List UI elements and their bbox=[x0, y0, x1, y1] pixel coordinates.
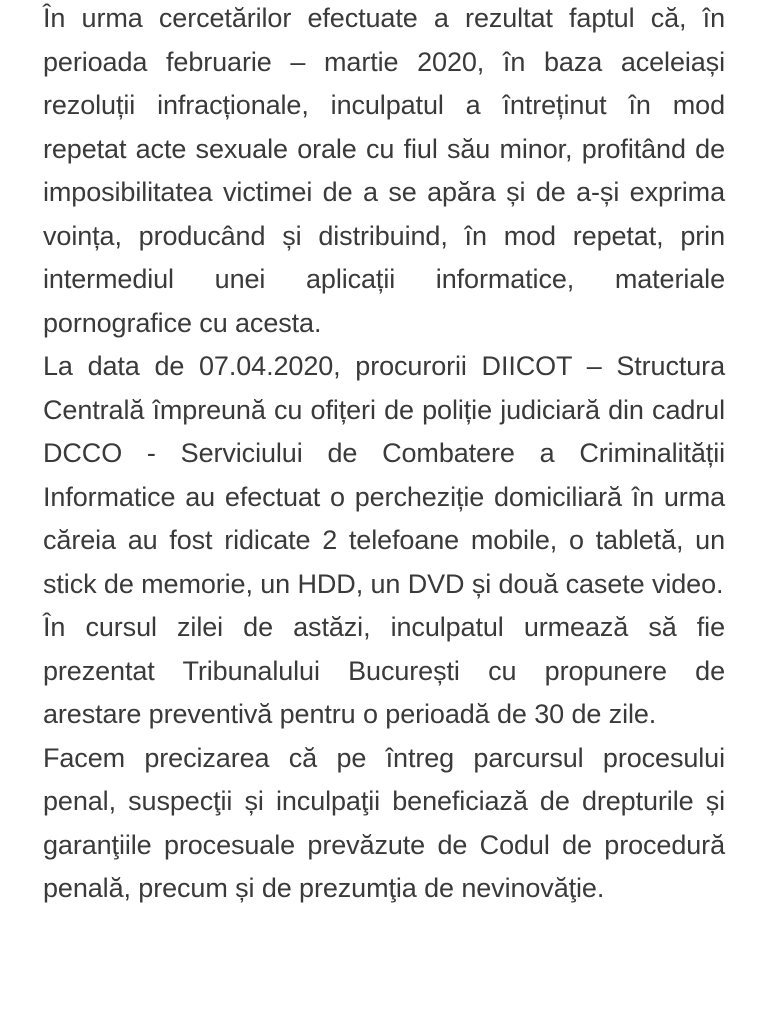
paragraph-search: La data de 07.04.2020, procurorii DIICOT – Structura Centrală împreună cu ofițeri de poliție judiciară din cadrul DCCO - Serviciului de Combatere a Criminalității Informatice au efectuat o percheziție domiciliară în urma căreia au fost ridicate 2 telefoane mobile, o tabletă, un stick de memorie, un HDD, un DVD și două casete video. bbox=[43, 351, 725, 599]
paragraph-investigation: În urma cercetărilor efectuate a rezultat faptul că, în perioada februarie – martie 2020, în baza aceleiași rezoluții infracționale, inculpatul a întreținut în mod repetat acte sexuale orale cu fiul său minor, profitând de imposibilitatea victimei de a se apăra și de a-și exprima voința, producând și distribuind, în mod repetat, prin intermediul unei aplicații informatice, materiale pornografice cu acesta. bbox=[43, 3, 725, 338]
paragraph-arrest-proposal: În cursul zilei de astăzi, inculpatul urmează să fie prezentat Tribunalului București cu propunere de arestare preventivă pentru o perioadă de 30 de zile. bbox=[43, 612, 725, 729]
paragraph-rights-notice: Facem precizarea că pe întreg parcursul procesului penal, suspecţii și inculpaţii beneficiază de drepturile și garanţiile procesuale prevăzute de Codul de procedură penală, precum și de prezumţia de nevinovăţie. bbox=[43, 742, 725, 903]
